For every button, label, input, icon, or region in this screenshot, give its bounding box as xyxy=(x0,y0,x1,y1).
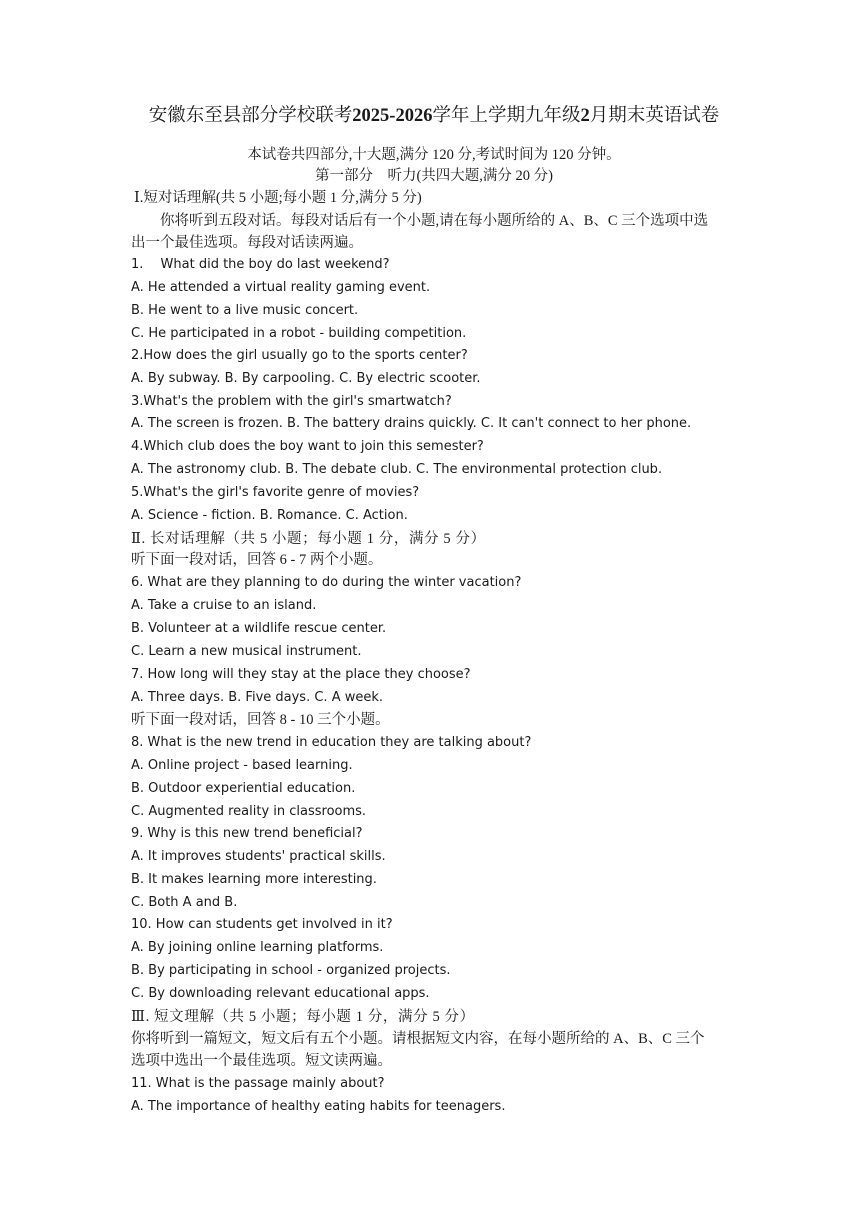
exam-title xyxy=(0,103,868,129)
title-text: 学年上学期九年级 xyxy=(432,106,581,126)
question: 10. How can students get involved in it? xyxy=(131,917,393,932)
option: B. Volunteer at a wildlife rescue center. xyxy=(131,621,387,636)
option: B. It makes learning more interesting. xyxy=(131,872,377,887)
option: C. He participated in a robot - building competition. xyxy=(131,326,467,341)
question: 9. Why is this new trend beneficial? xyxy=(131,826,363,841)
question: 7. How long will they stay at the place they choose? xyxy=(131,667,471,682)
question: 6. What are they planning to do during the winter vacation? xyxy=(131,575,522,590)
section-heading: Ⅱ. 长对话理解（共 5 小题；每小题 1 分，满分 5 分） xyxy=(131,531,486,547)
question: 2.How does the girl usually go to the sports center? xyxy=(131,348,468,363)
option: A. The importance of healthy eating habits for teenagers. xyxy=(131,1099,506,1114)
option: B. Outdoor experiential education. xyxy=(131,781,356,796)
option: C. By downloading relevant educational apps. xyxy=(131,986,430,1001)
option: B. He went to a live music concert. xyxy=(131,303,359,318)
title-text: 月期末英语试卷 xyxy=(589,106,720,126)
question: 4.Which club does the boy want to join this semester? xyxy=(131,439,484,454)
option: A. Online project - based learning. xyxy=(131,758,353,773)
section-heading: Ⅰ.短对话理解(共 5 小题;每小题 1 分,满分 5 分) xyxy=(134,190,422,206)
option: A. He attended a virtual reality gaming event. xyxy=(131,280,431,295)
instruction-text: 你将听到五段对话。每段对话后有一个小题,请在每小题所给的 A、B、C 三个选项中选 xyxy=(131,213,709,229)
question: 1. What did the boy do last weekend? xyxy=(131,257,390,272)
title-year: 2025-2026 xyxy=(352,106,433,126)
option: A. It improves students' practical skills. xyxy=(131,849,386,864)
option: C. Both A and B. xyxy=(131,895,238,910)
exam-info: 本试卷共四部分,十大题,满分 120 分,考试时间为 120 分钟。 xyxy=(247,147,621,163)
instruction-text: 出一个最佳选项。每段对话读两遍。 xyxy=(131,235,363,251)
part-one-heading: 第一部分 听力(共四大题,满分 20 分) xyxy=(314,168,554,184)
option: C. Learn a new musical instrument. xyxy=(131,644,362,659)
option: A. The astronomy club. B. The debate club. C. The environmental protection club. xyxy=(131,462,663,477)
option: A. By joining online learning platforms. xyxy=(131,940,384,955)
title-text: 安徽东至县部分学校联考 xyxy=(148,106,353,126)
option: A. Science - fiction. B. Romance. C. Action. xyxy=(131,508,408,523)
option: B. By participating in school - organized projects. xyxy=(131,963,451,978)
option: A. The screen is frozen. B. The battery drains quickly. C. It can't connect to her phone. xyxy=(131,416,692,431)
question: 11. What is the passage mainly about? xyxy=(131,1076,385,1091)
instruction-text: 选项中选出一个最佳选项。短文读两遍。 xyxy=(131,1053,392,1069)
instruction-text: 你将听到一篇短文，短文后有五个小题。请根据短文内容，在每小题所给的 A、B、C 三个 xyxy=(131,1031,705,1047)
question: 5.What's the girl's favorite genre of movies? xyxy=(131,485,420,500)
question: 3.What's the problem with the girl's smartwatch? xyxy=(131,394,452,409)
option: A. Three days. B. Five days. C. A week. xyxy=(131,690,384,705)
instruction-text: 听下面一段对话，回答 6 - 7 两个小题。 xyxy=(131,552,383,568)
option: A. Take a cruise to an island. xyxy=(131,598,317,613)
instruction-text: 听下面一段对话，回答 8 - 10 三个小题。 xyxy=(131,712,390,728)
question: 8. What is the new trend in education they are talking about? xyxy=(131,735,532,750)
title-month: 2 xyxy=(580,106,590,126)
option: C. Augmented reality in classrooms. xyxy=(131,804,367,819)
option: A. By subway. B. By carpooling. C. By electric scooter. xyxy=(131,371,481,386)
section-heading: Ⅲ. 短文理解（共 5 小题；每小题 1 分，满分 5 分） xyxy=(131,1009,475,1025)
